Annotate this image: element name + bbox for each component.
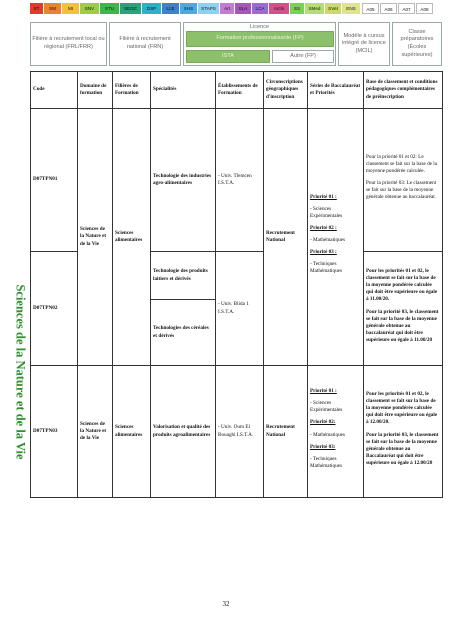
- tab-a08[interactable]: A08: [416, 3, 433, 14]
- tab-a05[interactable]: A05: [362, 3, 379, 14]
- base-rule-1: Pour les priorités 01 et 02, le classement se fait sur la base de la moyenne pondérée calculée qui doit être supérieure ou égale à 12.00/20.: [366, 391, 438, 426]
- row-specialite: Technologie des industries agro-alimentaires: [151, 109, 216, 252]
- header-base: Base de classement et conditions pédagogiques complémentaires de préinscription: [364, 72, 443, 109]
- priority-3-label: Priorité 03 :: [310, 249, 337, 256]
- header-filiere: Filières de Formation: [113, 72, 151, 109]
- row-filiere: Sciences alimentaires: [113, 366, 151, 498]
- licence-box: Licence: [183, 22, 336, 66]
- row-code: D07TPN01: [31, 109, 78, 252]
- header-series: Séries de Baccalauréat et Priorités: [308, 72, 364, 109]
- mcil-box: Modèle à cursus intégré de licence (MCIL): [338, 22, 390, 66]
- row-filiere: Sciences alimentaires: [113, 109, 151, 366]
- frl-box: Filière à recrutement local ou régional (FRL/FRR): [30, 22, 107, 66]
- tab-stu[interactable]: STU: [100, 3, 120, 14]
- priority-2-label: Priorité 02 :: [310, 224, 337, 231]
- base-rule-1: Pour les priorités 01 et 02, le classement se fait sur la base de la moyenne pondérée calculée qui doit être supérieure ou égale à 11.00/20.: [366, 268, 438, 303]
- priority-1-label: Priorité 01 :: [310, 193, 337, 200]
- frn-box: Filière à recrutement national (FRN): [109, 22, 181, 66]
- header-specialite: Spécialités: [151, 72, 216, 109]
- page-number: 32: [222, 600, 230, 608]
- row-circonscription: Recrutement National: [264, 109, 308, 366]
- tab-snv[interactable]: SNV: [80, 3, 100, 14]
- base-rule-2: Pour la priorité 03, le classement se fait sur la base de la moyenne générale obtenue au baccalauréat qui doit être supérieure ou égale à 11.00/20: [366, 308, 439, 343]
- category-tab-bar: [30, 3, 442, 14]
- header-code: Code: [31, 72, 78, 109]
- base-rule-2: Pour la priorité 03, le classement se fait sur la base de la moyenne générale obtenue au Baccalauréat qui doit être supérieure ou égale à 12.00/20: [366, 431, 439, 466]
- row-specialite: Technologie des produits laitiers et dérivés: [151, 252, 216, 300]
- priority-2-value: - Mathématiques: [310, 431, 346, 438]
- priority-1-value: - Sciences Expérimentales: [310, 205, 343, 219]
- tab-smed[interactable]: SMed: [305, 3, 325, 14]
- row-series: [308, 366, 364, 498]
- tab-sm[interactable]: SM: [44, 3, 62, 14]
- tab-ens[interactable]: ENS: [342, 3, 361, 14]
- tab-svet[interactable]: SVet: [325, 3, 342, 14]
- base-rule-2: Pour la priorité 03: Le classement se fait sur la base de la moyenne générale obtenue au baccalauréat.: [366, 180, 437, 201]
- tab-archi[interactable]: Archi: [269, 3, 290, 14]
- row-code: D07TPN02: [31, 252, 78, 366]
- ista-box: ISTA: [186, 50, 270, 63]
- tab-a07[interactable]: A07: [398, 3, 415, 14]
- priority-3-value: - Techniques Mathématiques: [310, 261, 342, 275]
- row-etablissement: - Univ. Tlemcen I.S.T.A.: [216, 109, 264, 252]
- header-domaine: Domaine de formation: [78, 72, 113, 109]
- tab-sla[interactable]: SLA: [235, 3, 252, 14]
- row-base: [364, 109, 443, 252]
- tab-lle[interactable]: LLE: [162, 3, 180, 14]
- tab-lca[interactable]: LCA: [252, 3, 269, 14]
- header-circonscription: Circonscriptions géographiques d'inscription: [264, 72, 308, 109]
- priority-3-value: - Techniques Mathématiques: [310, 455, 342, 469]
- priority-3-label: Priorité 03:: [310, 443, 336, 450]
- side-title: Sciences de la Nature et de la Vie: [13, 284, 28, 460]
- priority-1-label: Priorité 01 :: [310, 388, 337, 395]
- tab-a06[interactable]: A06: [380, 3, 397, 14]
- filiere-legend: [30, 22, 442, 66]
- tab-st[interactable]: ST: [30, 3, 44, 14]
- header-etablissement: Établissements de Formation: [216, 72, 264, 109]
- priority-1-value: - Sciences Expérimentales: [310, 400, 343, 414]
- priority-2-label: Priorité 02:: [310, 419, 336, 426]
- tab-ss[interactable]: SS: [290, 3, 305, 14]
- cpe-box: Classe préparatoires (Écoles supérieures): [392, 22, 442, 66]
- row-specialite: Technologies des céréales et dérivés: [151, 300, 216, 366]
- row-base: [364, 252, 443, 366]
- tab-staps[interactable]: STAPS: [198, 3, 220, 14]
- tab-mi[interactable]: MI: [62, 3, 80, 14]
- row-base: [364, 366, 443, 498]
- tab-segc[interactable]: SEGC: [120, 3, 142, 14]
- table-row: [31, 366, 443, 498]
- table-header-row: [31, 72, 443, 109]
- tab-dsp[interactable]: DSP: [142, 3, 162, 14]
- tab-art[interactable]: Art: [220, 3, 235, 14]
- row-series: [308, 109, 364, 366]
- row-domaine: Sciences de la Nature et de la Vie: [78, 109, 113, 366]
- specialities-table: [30, 71, 443, 498]
- row-circonscription: Recrutement National: [264, 366, 308, 498]
- row-etablissement: - Univ. Oum El Bouaghi I.S.T.A.: [216, 366, 264, 498]
- row-code: D07TPN03: [31, 366, 78, 498]
- priority-2-value: - Mathématiques: [310, 237, 346, 243]
- autre-fp-box: Autre (FP): [272, 50, 334, 63]
- base-rule-1: Pour la priorité 01 et 02: Le classement se fait sur la base de la moyenne pondérée calculée.: [366, 153, 438, 174]
- row-specialite: Valorisation et qualité des produits agroalimentaires: [151, 366, 216, 498]
- fp-box: Formation professionnalisante (FP): [186, 31, 334, 47]
- row-domaine: Sciences de la Nature et de la Vie: [78, 366, 113, 498]
- row-etablissement: - Univ. Blida 1 I.S.T.A.: [216, 252, 264, 366]
- tab-shs[interactable]: SHS: [180, 3, 198, 14]
- table-row: [31, 109, 443, 252]
